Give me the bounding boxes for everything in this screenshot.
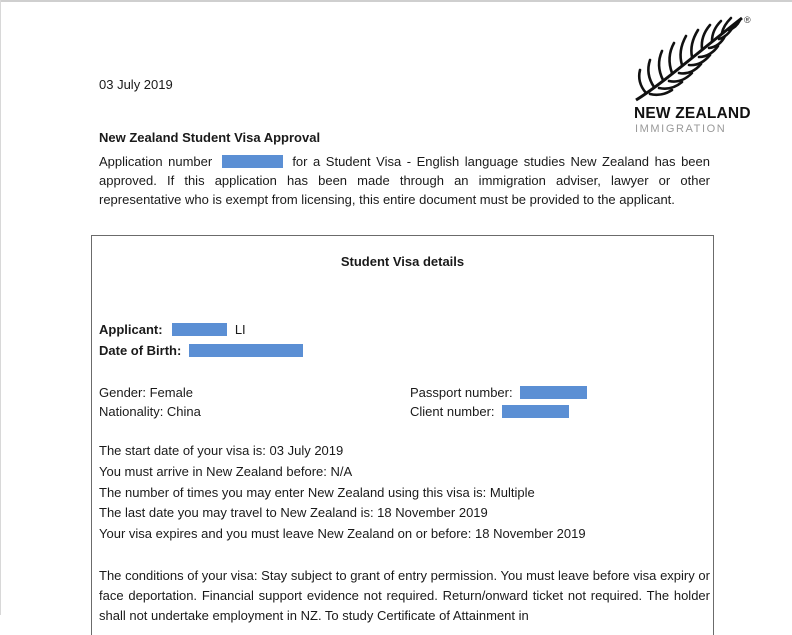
applicant-surname: LI [234,322,246,337]
entries-line: The number of times you may enter New Zealand using this visa is: Multiple [99,485,535,500]
intro-paragraph [99,153,710,209]
expiry-line: Your visa expires and you must leave New Zealand on or before: 18 November 2019 [99,526,586,541]
nationality-line: Nationality: China [99,404,201,419]
gender-line: Gender: Female [99,385,193,400]
redacted-client-number [502,405,569,418]
page-left-edge [0,0,1,615]
passport-row [410,385,587,400]
applicant-row [99,322,246,337]
student-visa-details-box [91,235,714,635]
letter-heading: New Zealand Student Visa Approval [99,130,321,145]
arrive-before-line: You must arrive in New Zealand before: N/A [99,464,353,479]
client-row [410,404,569,419]
redacted-application-number [222,155,283,168]
dob-label: Date of Birth: [99,343,182,358]
nz-immigration-logo [632,14,762,139]
letter-date: 03 July 2019 [99,77,173,92]
registered-mark: ® [744,15,751,25]
start-date-line: The start date of your visa is: 03 July 2019 [99,443,344,458]
client-label: Client number: [410,404,495,419]
page-top-edge [0,0,792,2]
logo-subtitle-text: IMMIGRATION [635,123,727,135]
details-title: Student Visa details [340,254,465,269]
redacted-applicant-name [172,323,227,336]
silver-fern-icon [632,14,752,104]
redacted-passport-number [520,386,587,399]
intro-text-start: Application number [99,154,213,169]
dob-row [99,343,303,358]
visa-conditions-paragraph: The conditions of your visa: Stay subject to grant of entry permission. You must leave before visa expiry or face deportation. Financial support evidence not required. Return/onward ticket not required. The holder shall not undertake employment in NZ. To study Certificate of Attainment in [99,568,710,623]
intro-text-rest: for a Student Visa - English language studies New Zealand has been approved. If this application has been made through an immigration adviser, lawyer or other representative who is exempt from licensing, this entire document must be provided to the applicant. [99,154,710,207]
redacted-date-of-birth [189,344,303,357]
last-travel-line: The last date you may travel to New Zealand is: 18 November 2019 [99,505,488,520]
logo-brand-text: NEW ZEALAND [634,105,751,122]
applicant-label: Applicant: [99,322,163,337]
passport-label: Passport number: [410,385,513,400]
